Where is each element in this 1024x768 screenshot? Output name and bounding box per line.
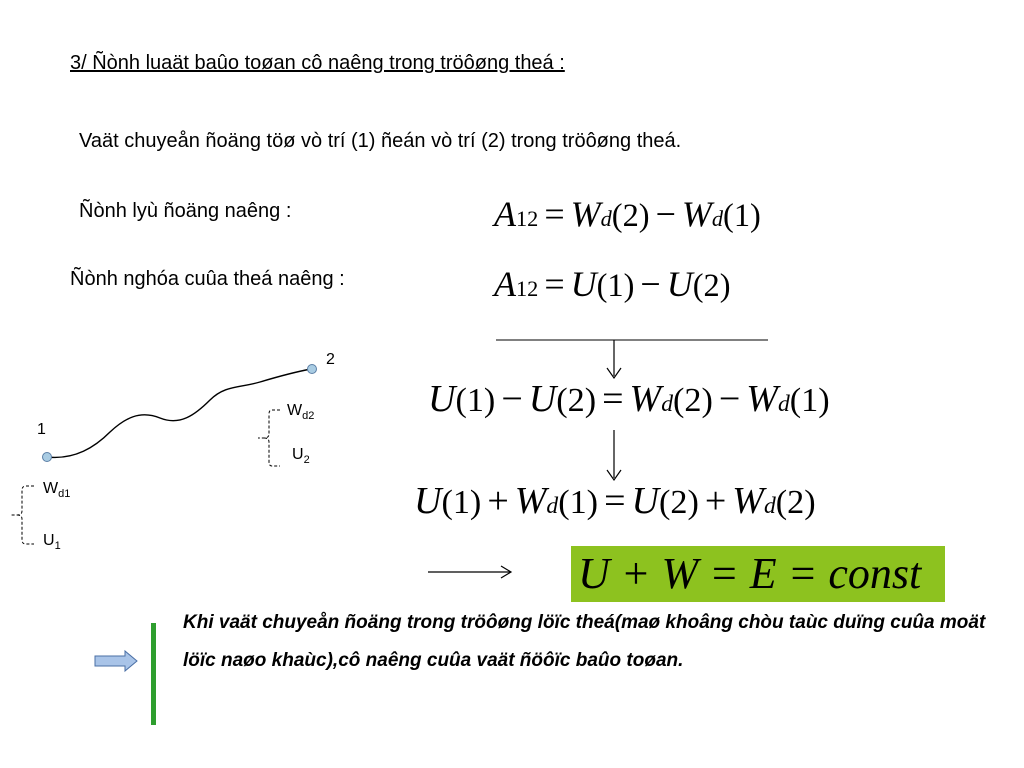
conclusion-text: Khi vaät chuyeån ñoäng trong tröôøng löïc theá(maø khoâng chòu taùc duïng cuûa moät löïc naøo khaùc),cô naêng cuûa vaät ñöôïc baûo toøan. [183, 612, 986, 671]
eq3-U1-idx: (1) [455, 382, 496, 419]
eq1-equals: = [544, 194, 565, 234]
eq4-W1-idx: (1) [558, 484, 599, 521]
eq1-A: A [494, 194, 516, 234]
eq4-U2: U [631, 480, 659, 522]
brace-point-1 [11, 486, 34, 544]
trajectory-curve [47, 369, 311, 457]
eq3-W2: W [746, 378, 778, 420]
slide-title: 3/ Ñònh luaät baûo toøan cô naêng trong tröôøng theá : [70, 52, 565, 74]
eq4-op2: + [704, 480, 727, 522]
down-arrow-icon [607, 340, 621, 378]
eq1-minus: − [655, 194, 676, 234]
eq1-A-sub: 12 [516, 206, 539, 231]
eq2-equals: = [544, 264, 565, 304]
potential-definition-label: Ñònh nghóa cuûa theá naêng : [70, 268, 345, 290]
eq1-W1-sub: d [600, 206, 612, 231]
conclusion-arrow-icon [95, 651, 137, 671]
eq2-U2-idx: (2) [692, 268, 731, 304]
eq4-U2-idx: (2) [658, 484, 699, 521]
eq2-minus: − [640, 264, 661, 304]
eq4-U1-idx: (1) [441, 484, 482, 521]
eq3-U1: U [428, 378, 456, 420]
conclusion-bar [151, 623, 156, 725]
eq3-U2: U [528, 378, 557, 420]
eq2-A-sub: 12 [516, 276, 539, 301]
eq3-op1: − [501, 378, 523, 420]
point-2-label: 2 [326, 351, 335, 368]
label-wd1: $W_{d1}$ [43, 480, 71, 501]
label-u1: $U_1$ [43, 532, 61, 553]
eq3-W1-idx: (2) [672, 382, 713, 419]
eq2-U1: U [570, 264, 597, 304]
eq4-W1-sub: d [546, 493, 559, 519]
eq3-equals: = [602, 378, 624, 420]
brace-point-2 [258, 410, 280, 466]
eq4-U1: U [414, 480, 442, 522]
eq2-U1-idx: (1) [596, 268, 635, 304]
point-1-label: 1 [37, 421, 46, 438]
eq3-W2-idx: (1) [789, 382, 830, 419]
eq3-W1-sub: d [661, 391, 673, 417]
eq1-W1-idx: (2) [611, 198, 650, 234]
right-arrow-icon [428, 566, 511, 578]
final-equation: U + W = E = const [578, 549, 922, 598]
eq2-U2: U [666, 264, 693, 304]
eq3-U2-idx: (2) [556, 382, 597, 419]
eq4-equals: = [604, 480, 626, 522]
label-wd2: $W_{d2}$ [287, 402, 315, 423]
equation-potential-kinetic-diff [428, 380, 830, 418]
down-arrow-icon [607, 430, 621, 480]
eq1-W2-idx: (1) [723, 198, 761, 234]
eq3-W2-sub: d [777, 391, 790, 417]
eq1-W1: W [570, 194, 601, 234]
eq4-W1: W [514, 480, 547, 522]
eq3-op2: − [718, 378, 741, 420]
eq4-W2: W [732, 480, 764, 522]
point-1-marker [43, 453, 52, 462]
eq4-op1: + [487, 480, 509, 522]
eq4-W2-idx: (2) [775, 484, 816, 521]
eq1-W2-sub: d [711, 206, 724, 231]
kinetic-theorem-label: Ñònh lyù ñoäng naêng : [79, 200, 292, 222]
eq4-W2-sub: d [763, 493, 776, 519]
eq2-A: A [494, 264, 516, 304]
eq1-W2: W [681, 194, 712, 234]
equation-energy-sum [414, 482, 816, 520]
label-u2: $U_2$ [292, 446, 310, 467]
statement-text: Vaät chuyeån ñoäng töø vò trí (1) ñeán vò trí (2) trong tröôøng theá. [79, 130, 682, 152]
point-2-marker [308, 365, 317, 374]
eq3-W1: W [629, 378, 662, 420]
